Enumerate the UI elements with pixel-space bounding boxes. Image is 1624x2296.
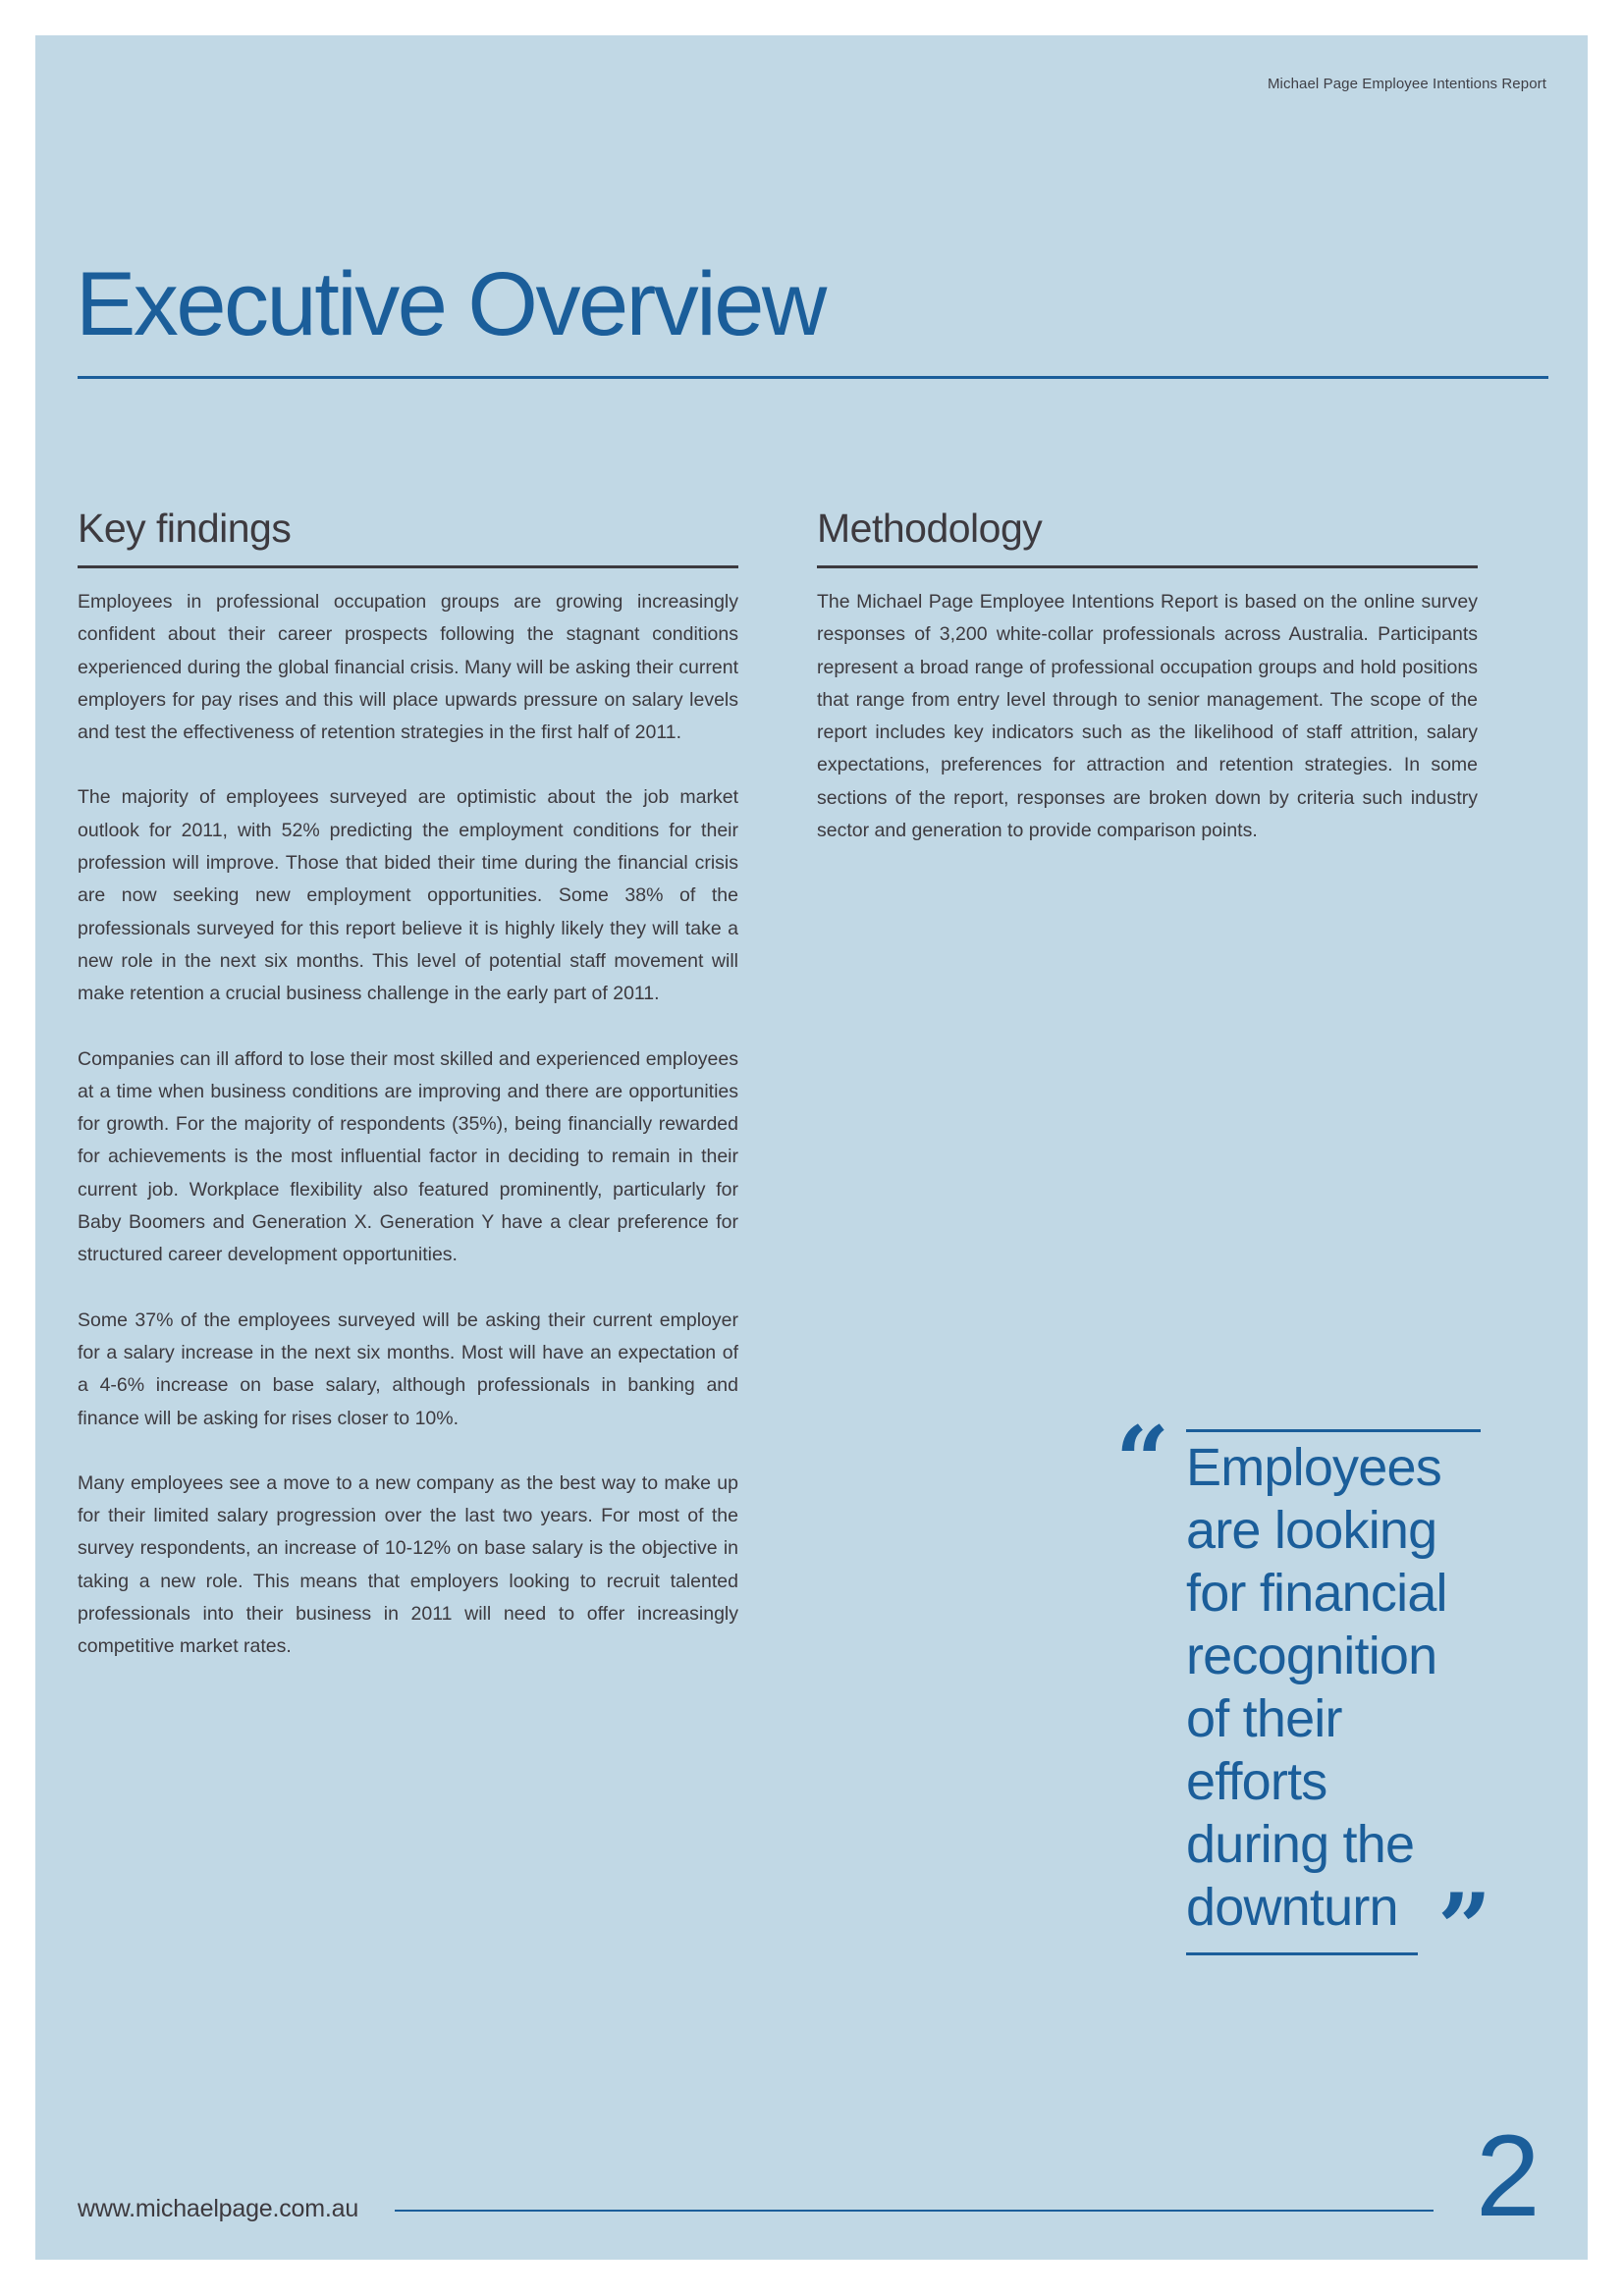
report-page bbox=[35, 35, 1588, 2260]
key-findings-paragraph: Employees in professional occupation groups are growing increasingly confident about their career prospects following the stagnant conditions experienced during the global financial crisis. Many will be asking their current employers for pay rises and this will place upwards pressure on salary levels and test the effectiveness of retention strategies in the first half of 2011. bbox=[78, 591, 738, 744]
title-divider bbox=[78, 376, 1548, 379]
pull-quote-top-rule bbox=[1186, 1429, 1481, 1432]
pull-quote-line: for financial bbox=[1186, 1564, 1447, 1623]
key-findings-section bbox=[78, 499, 738, 1696]
pull-quote-bottom-rule bbox=[1186, 1952, 1418, 1955]
key-findings-paragraph: Some 37% of the employees surveyed will be asking their current employer for a salary increase in the next six months. Most will have an expectation of a 4-6% increase on base salary, although professionals in banking and finance will be asking for rises closer to 10%. bbox=[78, 1308, 738, 1429]
key-findings-paragraph: Many employees see a move to a new company as the best way to make up for their limited salary progression over the last two years. For most of the survey respondents, an increase of 10-12% on base salary is the objective in taking a new role. This means that employers looking to recruit talented professionals into their business in 2011 will need to offer increasingly competitive market rates. bbox=[78, 1471, 738, 1658]
running-header: Michael Page Employee Intentions Report bbox=[1267, 76, 1546, 92]
key-findings-divider bbox=[78, 565, 738, 568]
page-number: 2 bbox=[1476, 2111, 1541, 2241]
footer-divider bbox=[395, 2210, 1434, 2212]
pull-quote-line: of their bbox=[1186, 1689, 1342, 1748]
methodology-divider bbox=[817, 565, 1478, 568]
pull-quote-line: efforts bbox=[1186, 1752, 1327, 1811]
pull-quote-line: are looking bbox=[1186, 1501, 1437, 1560]
pull-quote-line: downturn bbox=[1186, 1878, 1398, 1937]
footer-website: www.michaelpage.com.au bbox=[78, 2195, 359, 2222]
pull-quote-line: recognition bbox=[1186, 1627, 1437, 1685]
key-findings-paragraph: The majority of employees surveyed are optimistic about the job market outlook for 2011, with 52% predicting the employment conditions for their profession will improve. Those that bided their time during the financial crisis are now seeking new employment opportunities. Some 38% of the professionals surveyed for this report believe it is highly likely they will take a new role in the next six months. This level of potential staff movement will make retention a crucial business challenge in the early part of 2011. bbox=[78, 786, 738, 1005]
pull-quote-line: during the bbox=[1186, 1815, 1415, 1874]
page-title: Executive Overview bbox=[76, 254, 825, 354]
close-quote-icon: ” bbox=[1437, 1873, 1492, 1984]
pull-quote-line: Employees bbox=[1186, 1438, 1441, 1497]
pull-quote bbox=[1086, 1406, 1498, 1984]
key-findings-paragraph: Companies can ill afford to lose their most skilled and experienced employees at a time when business conditions are improving and there are opportunities for growth. For the majority of respondents (35%), being financially rewarded for achievements is the most influential factor in deciding to remain in their current job. Workplace flexibility also featured prominently, particularly for Baby Boomers and Generation X. Generation Y have a clear preference for structured career development opportunities. bbox=[78, 1047, 738, 1266]
methodology-paragraph: The Michael Page Employee Intentions Report is based on the online survey responses of 3,200 white-collar professionals across Australia. Participants represent a broad range of professional occupation groups and hold positions that range from entry level through to senior management. The scope of the report includes key indicators such as the likelihood of staff attrition, salary expectations, preferences for attraction and retention strategies. In some sections of the report, responses are broken down by criteria such industry sector and generation to provide comparison points. bbox=[817, 591, 1478, 842]
methodology-heading: Methodology bbox=[817, 506, 1043, 551]
pull-quote-text bbox=[1186, 1436, 1481, 1939]
methodology-section bbox=[817, 499, 1478, 880]
key-findings-heading: Key findings bbox=[78, 506, 292, 551]
open-quote-icon: “ bbox=[1115, 1406, 1170, 1517]
